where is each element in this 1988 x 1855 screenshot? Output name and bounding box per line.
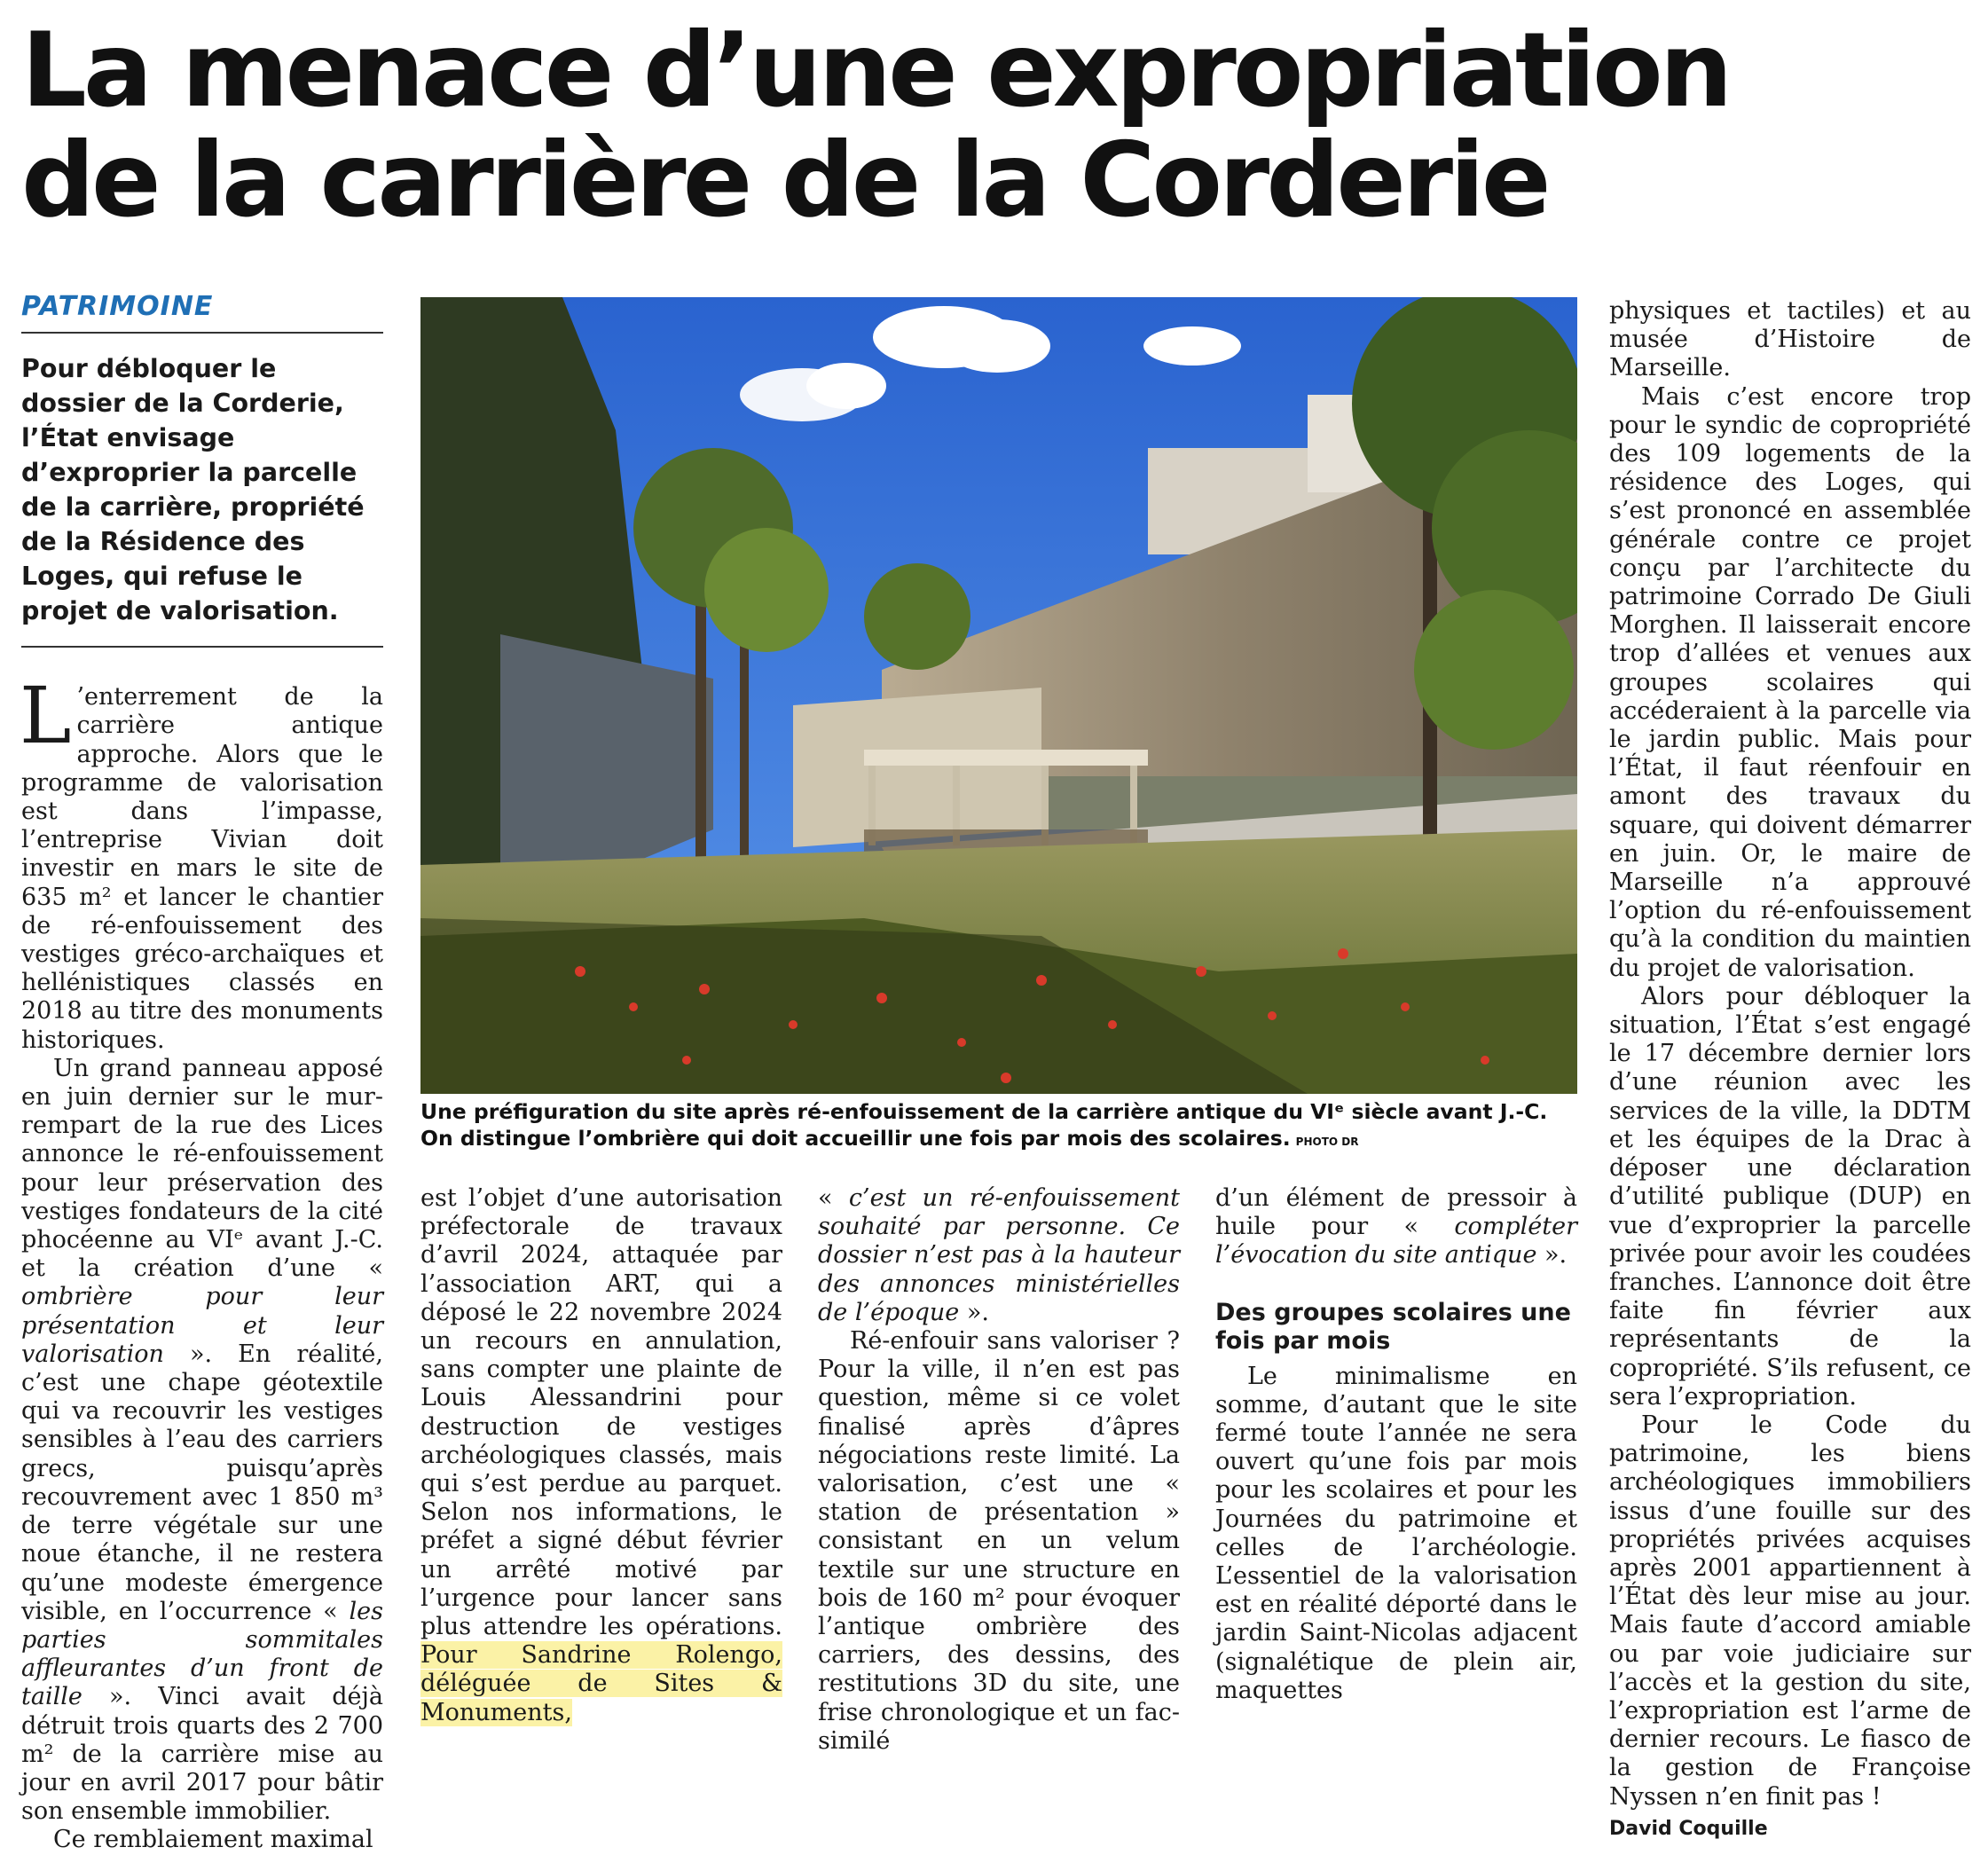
column-2 xyxy=(420,1184,782,1727)
section-kicker: PATRIMOINE xyxy=(21,293,383,334)
paragraph-4: est l’objet d’une autorisation préfectorale de travaux d’avril 2024, attaquée par l’association ART, qui a déposé le 22 novembre 2024 un recours en annulation, sans compter une plainte de Louis Alessandrini pour destruction de vestiges archéologiques classés, mais qui s’est perdue au parquet. Selon nos informations, le préfet a signé début février un arrêté motivé par l’urgence pour lancer sans plus attendre les opérations. Pour Sandrine Rolengo, déléguée de Sites & Monuments, xyxy=(420,1184,782,1726)
paragraph-7: Le minimalisme en somme, d’autant que le site fermé toute l’année ne sera ouvert qu’une fois par mois pour les scolaires et pour les Journées du patrimoine et celles de l’archéologie. L’essentiel de la valorisation est en réalité déporté dans le jardin Saint-Nicolas adjacent (signalétique de plein air, maquettes xyxy=(1215,1362,1577,1704)
paragraph-1: L ’enterrement de la carrière antique approche. Alors que le programme de valorisation est dans l’impasse, l’entreprise Vivian doit investir en mars le site de 635 m² et lancer le chantier de ré-enfouissement des vestiges gréco-archaïques et hellénistiques classés en 2018 au titre des monuments historiques. xyxy=(20,670,383,1054)
caption-text: Une préfiguration du site après ré-enfouissement de la carrière antique du VIᵉ siècle avant J.-C. On distingue l’ombrière qui doit accueillir une fois par mois des scolaires. xyxy=(420,1099,1548,1151)
column-5 xyxy=(1609,297,1971,1843)
chapo: Pour débloquer le dossier de la Corderie, l’État envisage d’exproprier la parcelle de la carrière, propriété de la Résidence des Loges, qui refuse le projet de valorisation. xyxy=(21,351,383,648)
column-1 xyxy=(21,293,383,1855)
column-3 xyxy=(818,1184,1180,1756)
paragraph-10: Alors pour débloquer la situation, l’État s’est engagé le 17 décembre dernier lors d’une réunion avec les services de la ville, la DDTM et les équipes de la Drac à déposer une déclaration d’utilité publique (DUP) en vue d’exproprier la parcelle privée pour avoir les coudées franches. L’annonce doit être faite fin février aux représentants de la copropriété. S’ils refusent, ce sera l’expropriation. xyxy=(1609,982,1971,1411)
paragraph-2: Un grand panneau apposé en juin dernier sur le mur-rempart de la rue des Lices annonce le ré-enfouissement pour leur préservation des vestiges fondateurs de la cité phocéenne au VIᵉ avant J.-C. et la création d’une « ombrière pour leur présentation et leur valorisation ». En réalité, c’est une chape géotextile qui va recouvrir les vestiges sensibles à l’eau des carriers grecs, puisqu’après recouvrement avec 1 850 m³ de terre végétale sur une noue étanche, il ne restera qu’une modeste émergence visible, en l’occurrence « les parties sommitales affleurantes d’un front de taille ». Vinci avait déjà détruit trois quarts des 2 700 m² de la carrière mise au jour en avril 2017 pour bâtir son ensemble immobilier. xyxy=(21,1054,383,1826)
article-photo xyxy=(420,297,1577,1094)
photo-caption xyxy=(420,1098,1583,1155)
paragraph-5: Ré-enfouir sans valoriser ? Pour la ville, il n’en est pas question, même si ce volet finalisé après d’âpres négociations reste limité. La valorisation, c’est une « station de présentation » consistant en un velum textile sur une structure en bois de 160 m² pour évoquer l’antique ombrière des carriers, des dessins, des restitutions 3D du site, une frise chronologique et un fac-similé xyxy=(818,1327,1180,1755)
paragraph-8: physiques et tactiles) et au musée d’Histoire de Marseille. xyxy=(1609,297,1971,382)
paragraph-11: Pour le Code du patrimoine, les biens archéologiques immobiliers issus d’une fouille sur des propriétés privées acquises après 2001 appartiennent à l’État dès leur mise au jour. Mais faute d’accord amiable ou par voie judiciaire sur l’accès et la gestion du site, l’expropriation est l’arme de dernier recours. Le fiasco de la gestion de Françoise Nyssen n’en finit pas ! xyxy=(1609,1411,1971,1811)
quarry-rendering-image xyxy=(420,297,1577,1094)
paragraph-quote: « c’est un ré-enfouissement souhaité par personne. Ce dossier n’est pas à la hauteur des annonces ministérielles de l’époque ». xyxy=(818,1184,1180,1326)
headline-line-2: de la carrière de la Corderie xyxy=(21,121,1548,240)
paragraph-3: Ce remblaiement maximal xyxy=(53,1826,373,1854)
photo-credit: PHOTO DR xyxy=(1295,1136,1359,1148)
byline: David Coquille xyxy=(1609,1817,1768,1840)
headline xyxy=(21,11,1973,240)
highlighted-text: Pour Sandrine Rolengo, déléguée de Sites & Monuments, xyxy=(420,1641,782,1726)
column-4 xyxy=(1215,1184,1577,1705)
subheading: Des groupes scolaires une fois par mois xyxy=(1215,1298,1571,1355)
headline-line-1: La menace d’une expropriation xyxy=(21,11,1730,130)
paragraph-9: Mais c’est encore trop pour le syndic de copropriété des 109 logements de la résidence des Loges, qui s’est prononcé en assemblée générale contre ce projet conçu par l’architecte du patrimoine Corrado De Giuli Morghen. Il laisserait encore trop d’allées et venues aux groupes scolaires qui accéderaient à la parcelle via le jardin public. Mais pour l’État, il faut réenfouir en amont des travaux du square, qui doivent démarrer en juin. Or, le maire de Marseille n’a approuvé l’option du ré-enfouissement qu’à la condition du maintien du projet de valorisation. xyxy=(1609,382,1971,982)
dropcap: L xyxy=(20,670,72,762)
paragraph-6: d’un élément de pressoir à huile pour « compléter l’évocation du site antique ». xyxy=(1215,1184,1577,1269)
